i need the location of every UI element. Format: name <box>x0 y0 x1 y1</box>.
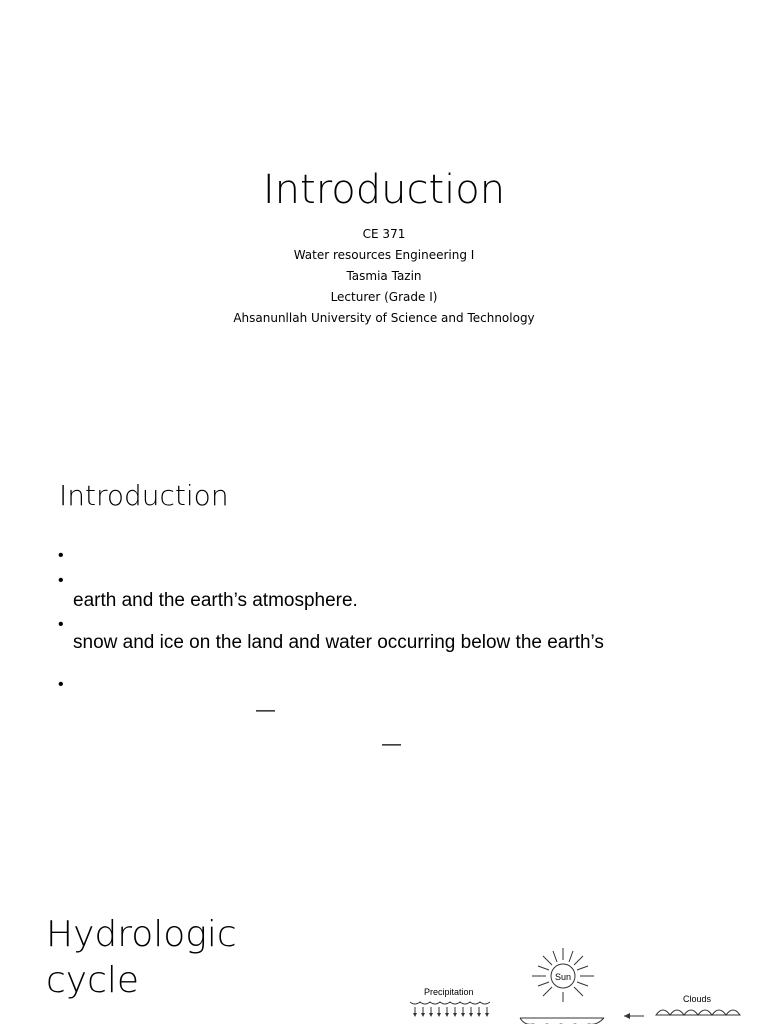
em-dash: — <box>382 734 401 755</box>
left-arrow-icon <box>624 1013 644 1019</box>
introduction-slide <box>0 432 768 864</box>
sun-icon <box>532 948 594 1002</box>
course-name: Water resources Engineering I <box>293 248 475 262</box>
precipitation-label: Precipitation <box>424 987 474 997</box>
hydrologic-cycle-diagram <box>400 940 768 1024</box>
author-position: Lecturer (Grade I) <box>330 290 438 304</box>
sun-label: Sun <box>554 972 572 982</box>
institution-name: Ahsanunllah University of Science and Technology <box>233 311 535 325</box>
slide-title-line: Hydrologic <box>46 914 237 955</box>
rain-cloud-shape <box>410 1002 490 1004</box>
bullet-marker: • <box>58 616 64 633</box>
rain-drops <box>415 1007 487 1016</box>
cloud-band-shape <box>520 1018 604 1024</box>
em-dash: — <box>256 700 275 721</box>
course-code: CE 371 <box>362 227 406 241</box>
precipitation-group <box>410 987 490 1017</box>
author-name: Tasmia Tazin <box>346 269 422 283</box>
bullet-marker: • <box>58 676 64 693</box>
bullet-marker: • <box>58 547 64 564</box>
cloud-shape <box>656 1010 740 1015</box>
bullet-text: snow and ice on the land and water occurring below the earth’s <box>73 632 604 653</box>
bullet-text: earth and the earth’s atmosphere. <box>73 590 358 611</box>
clouds-group <box>656 994 740 1015</box>
slide-title <box>46 912 237 1004</box>
rain-drop-heads <box>413 1013 489 1017</box>
slide-title-line: cycle <box>46 960 140 1001</box>
slide-title: Introduction <box>262 167 506 213</box>
bullet-marker: • <box>58 572 64 589</box>
slide-title: Introduction <box>59 479 229 512</box>
hydrologic-cycle-slide <box>0 864 768 1024</box>
title-slide <box>0 0 768 432</box>
clouds-label: Clouds <box>683 994 712 1004</box>
